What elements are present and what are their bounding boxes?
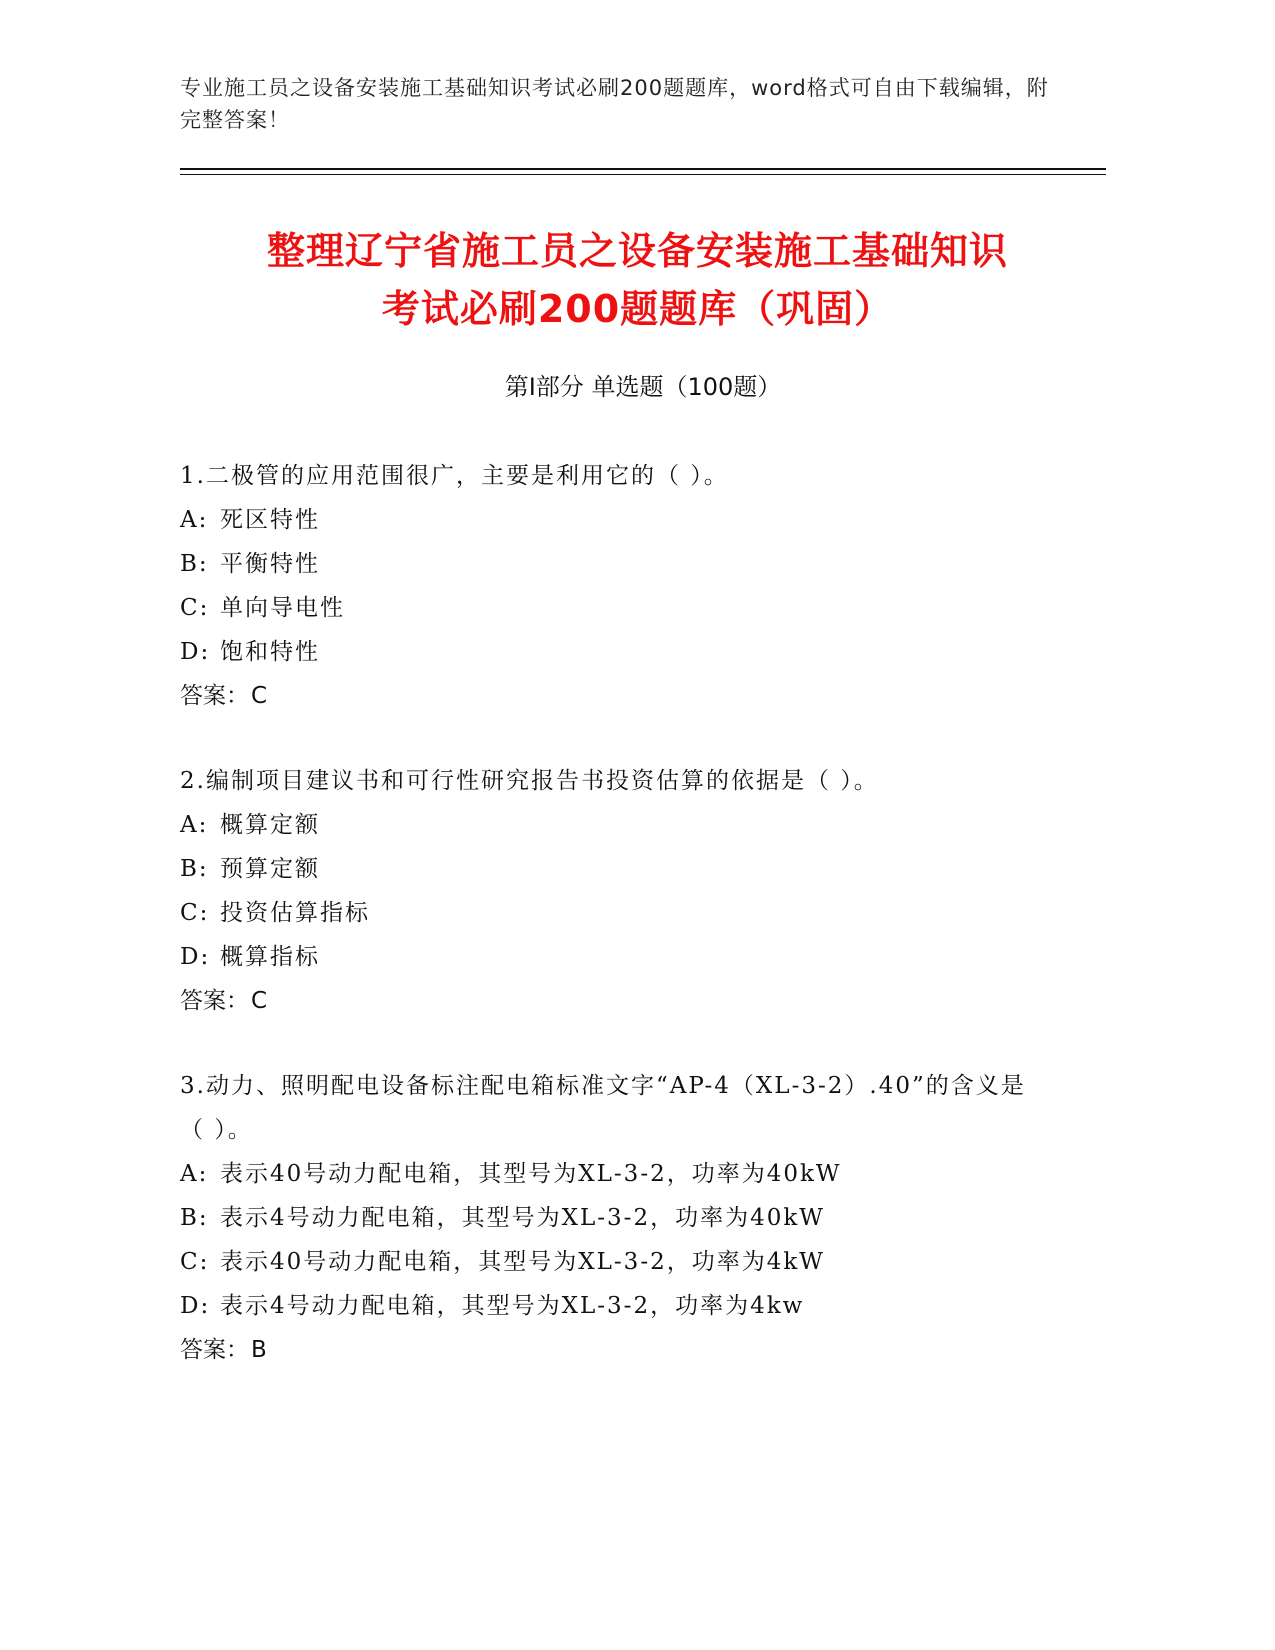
option-a bbox=[180, 498, 1040, 542]
option-text: 单向导电性 bbox=[220, 595, 345, 621]
option-key: A: bbox=[180, 1161, 209, 1187]
option-key: C: bbox=[180, 595, 210, 621]
option-text: 饱和特性 bbox=[220, 639, 320, 665]
answer-label: 答案： bbox=[180, 988, 249, 1014]
option-key: C: bbox=[180, 900, 210, 926]
option-key: B: bbox=[180, 856, 209, 882]
option-b bbox=[180, 1196, 1040, 1240]
question-stem: 1.二极管的应用范围很广，主要是利用它的（ ）。 bbox=[180, 463, 729, 489]
answer-label: 答案： bbox=[180, 683, 249, 709]
document-title-line-1: 整理辽宁省施工员之设备安装施工基础知识 bbox=[266, 229, 1008, 273]
option-key: D: bbox=[180, 944, 211, 970]
option-c bbox=[180, 586, 1040, 630]
option-b bbox=[180, 847, 1040, 891]
option-key: B: bbox=[180, 1205, 209, 1231]
option-text: 表示4号动力配电箱，其型号为XL-3-2，功率为4kw bbox=[220, 1293, 805, 1319]
option-text: 概算定额 bbox=[220, 812, 320, 838]
option-c bbox=[180, 891, 1040, 935]
answer-line bbox=[180, 1328, 1040, 1372]
option-a bbox=[180, 1152, 1040, 1196]
question-3 bbox=[180, 1064, 1040, 1372]
header-rule-thick bbox=[180, 168, 1106, 170]
option-key: D: bbox=[180, 1293, 211, 1319]
option-key: C: bbox=[180, 1249, 210, 1275]
option-d bbox=[180, 935, 1040, 979]
option-d bbox=[180, 1284, 1040, 1328]
option-text: 表示40号动力配电箱，其型号为XL-3-2，功率为4kW bbox=[220, 1249, 825, 1275]
question-stem: 2.编制项目建议书和可行性研究报告书投资估算的依据是（ ）。 bbox=[180, 768, 879, 794]
question-1 bbox=[180, 454, 1040, 718]
document-title bbox=[140, 222, 1135, 338]
document-title-line-2: 考试必刷200题题库（巩固） bbox=[381, 287, 894, 331]
option-text: 死区特性 bbox=[220, 507, 320, 533]
section-title: 第Ⅰ部分 单选题（100题） bbox=[504, 373, 782, 401]
option-text: 概算指标 bbox=[220, 944, 320, 970]
answer-label: 答案： bbox=[180, 1337, 249, 1363]
option-text: 表示40号动力配电箱，其型号为XL-3-2，功率为40kW bbox=[220, 1161, 842, 1187]
answer-value: C bbox=[251, 683, 268, 709]
option-a bbox=[180, 803, 1040, 847]
option-key: D: bbox=[180, 639, 211, 665]
question-stem: 3.动力、照明配电设备标注配电箱标准文字“AP-4（XL-3-2）.40”的含义是（ ）。 bbox=[180, 1073, 1026, 1143]
question-2 bbox=[180, 759, 1040, 1023]
header-rule-thin bbox=[180, 174, 1106, 175]
option-text: 平衡特性 bbox=[220, 551, 320, 577]
answer-value: B bbox=[251, 1337, 267, 1363]
option-key: A: bbox=[180, 507, 209, 533]
option-d bbox=[180, 630, 1040, 674]
header-note: 专业施工员之设备安装施工基础知识考试必刷200题题库，word格式可自由下载编辑，附完整答案！ bbox=[180, 76, 1049, 132]
option-text: 预算定额 bbox=[220, 856, 320, 882]
answer-line bbox=[180, 674, 1040, 718]
answer-value: C bbox=[251, 988, 268, 1014]
option-c bbox=[180, 1240, 1040, 1284]
option-b bbox=[180, 542, 1040, 586]
option-text: 表示4号动力配电箱，其型号为XL-3-2，功率为40kW bbox=[220, 1205, 825, 1231]
option-key: B: bbox=[180, 551, 209, 577]
option-text: 投资估算指标 bbox=[220, 900, 370, 926]
answer-line bbox=[180, 979, 1040, 1023]
option-key: A: bbox=[180, 812, 209, 838]
